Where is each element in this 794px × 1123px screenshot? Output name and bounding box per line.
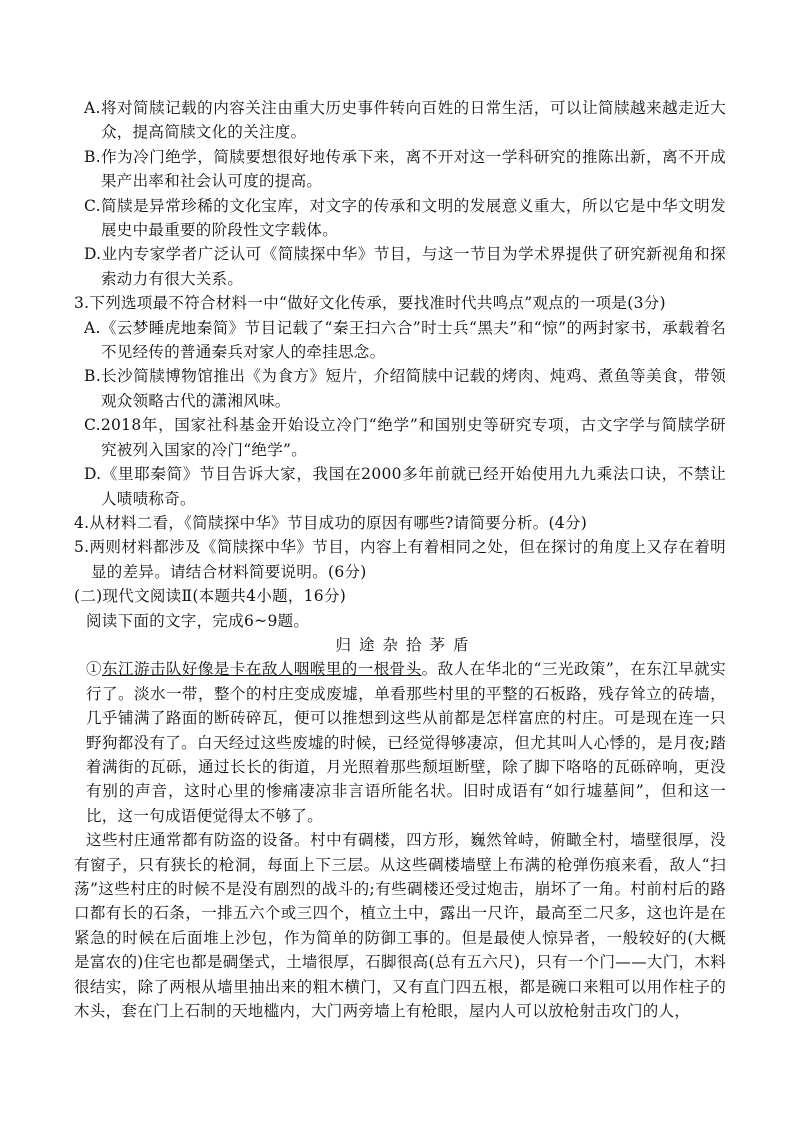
q2-option-a <box>74 96 726 145</box>
q2-option-c <box>74 194 726 243</box>
q4-stem: 4.从材料二看，《简牍探中华》节目成功的原因有哪些?请简要分析。(4分) <box>74 513 588 532</box>
option-text: 将对简牍记载的内容关注由重大历史事件转向百姓的日常生活，可以让简牍越来越走近大众，提高简牍文化的关注度。 <box>100 99 726 142</box>
option-label: D. <box>84 465 102 484</box>
paragraph-number: ① <box>86 660 102 679</box>
option-label: C. <box>84 416 101 435</box>
option-label: D. <box>84 245 102 264</box>
q3-options <box>74 316 726 511</box>
option-label: C. <box>84 196 101 215</box>
option-text: 长沙简牍博物馆推出《为食方》短片，介绍简牍中记载的烤肉、炖鸡、煮鱼等美食，带领观众领略古代的潇湘风味。 <box>100 367 726 410</box>
q3-stem: 3.下列选项最不符合材料一中“做好文化传承，要找准时代共鸣点”观点的一项是(3分) <box>74 294 666 313</box>
option-text: 作为冷门绝学，简牍要想很好地传承下来，离不开对这一学科研究的推陈出新，离不开成果产出率和社会认可度的提高。 <box>100 147 726 191</box>
q2-options <box>74 96 726 291</box>
option-text: 简牍是异常珍稀的文化宝库，对文字的传承和文明的发展意义重大，所以它是中华文明发展史中最重要的阶段性文字载体。 <box>100 196 726 240</box>
section-heading: (二)现代文阅读Ⅱ(本题共4小题，16分) <box>74 587 347 606</box>
q2-option-b <box>74 145 726 194</box>
option-text: 2018年，国家社科基金开始设立冷门“绝学”和国别史等研究专项，古文字学与简牍学研究被列入国家的冷门“绝学”。 <box>100 416 726 459</box>
option-text: 《云梦睡虎地秦简》节目记载了“秦王扫六合”时士兵“黑夫”和“惊”的两封家书，承载着名不见经传的普通秦兵对家人的牵挂思念。 <box>100 318 726 362</box>
underlined-sentence: 东江游击队好像是卡在敌人咽喉里的一根骨头 <box>101 660 422 679</box>
option-text: 业内专家学者广泛认可《简牍探中华》节目，与这一节目为学术界提供了研究新视角和探索动力有很大关系。 <box>101 245 726 288</box>
article-paragraph-1 <box>74 657 726 828</box>
option-label: A. <box>84 318 101 337</box>
q3-option-c <box>74 413 726 462</box>
document-page <box>74 96 726 1023</box>
paragraph-text: 。敌人在华北的“三光政策”，在东江早就实行了。淡水一带，整个的村庄变成废墟，单看那些村里的平整的石板路，残存耸立的砖墙，几乎铺满了路面的断砖碎瓦，便可以推想到这些从前都是怎样富庶的村庄。可是现在连一只野狗都没有了。白天经过这些废墟的时候，已经觉得够凄凉，但尤其叫人心悸的，是月夜;踏着满街的瓦砾，通过长长的街道，月光照着那些颓垣断壁，除了脚下咯咯的瓦砾碎响，更没有别的声音，这时心里的惨痛凄凉非言语所能名状。旧时成语有“如行墟墓间”，但和这一比，这一句成语便觉得太不够了。 <box>86 660 726 825</box>
option-text: 《里耶秦简》节目告诉大家，我国在2000多年前就已经开始使用九九乘法口诀，不禁让人啧啧称奇。 <box>101 465 726 508</box>
q3-option-b <box>74 364 726 413</box>
option-label: B. <box>84 367 101 386</box>
option-label: B. <box>84 147 101 166</box>
q3-option-d <box>74 462 726 511</box>
reading-instruction: 阅读下面的文字，完成6~9题。 <box>86 611 310 630</box>
q3-option-a <box>74 316 726 365</box>
article-paragraph-2: 这些村庄通常都有防盗的设备。村中有碉楼，四方形，巍然耸峙，俯瞰全村，墙壁很厚，没有窗子，只有狭长的枪洞，每面上下三层。从这些碉楼墙壁上布满的枪弹伤痕来看，敌人“扫荡”这些村庄的时候不是没有剧烈的战斗的;有些碉楼还受过炮击，崩坏了一角。村前村后的路口都有长的石条，一排五六个或三四个，植立土中，露出一尺许，最高至二尺多，这也许是在紧急的时候在后面堆上沙包，作为简单的防御工事的。但是最使人惊异者，一般较好的(大概是富农的)住宅也都是碉堡式，土墙很厚，石脚很高(总有五六尺)，只有一个门——大门，木料很结实，除了两根从墙里抽出来的粗木横门，又有直门四五根，都是碗口来粗可以用作柱子的木头，套在门上石制的天地槛内，大门两旁墙上有枪眼，屋内人可以放枪射击攻门的人， <box>74 831 726 1021</box>
article-title: 归途杂拾茅盾 <box>335 635 477 654</box>
q2-option-d <box>74 242 726 291</box>
q5-stem: 5.两则材料都涉及《简牍探中华》节目，内容上有着相同之处，但在探讨的角度上又存在着明显的差异。请结合材料简要说明。(6分) <box>74 538 726 581</box>
option-label: A. <box>84 99 101 117</box>
